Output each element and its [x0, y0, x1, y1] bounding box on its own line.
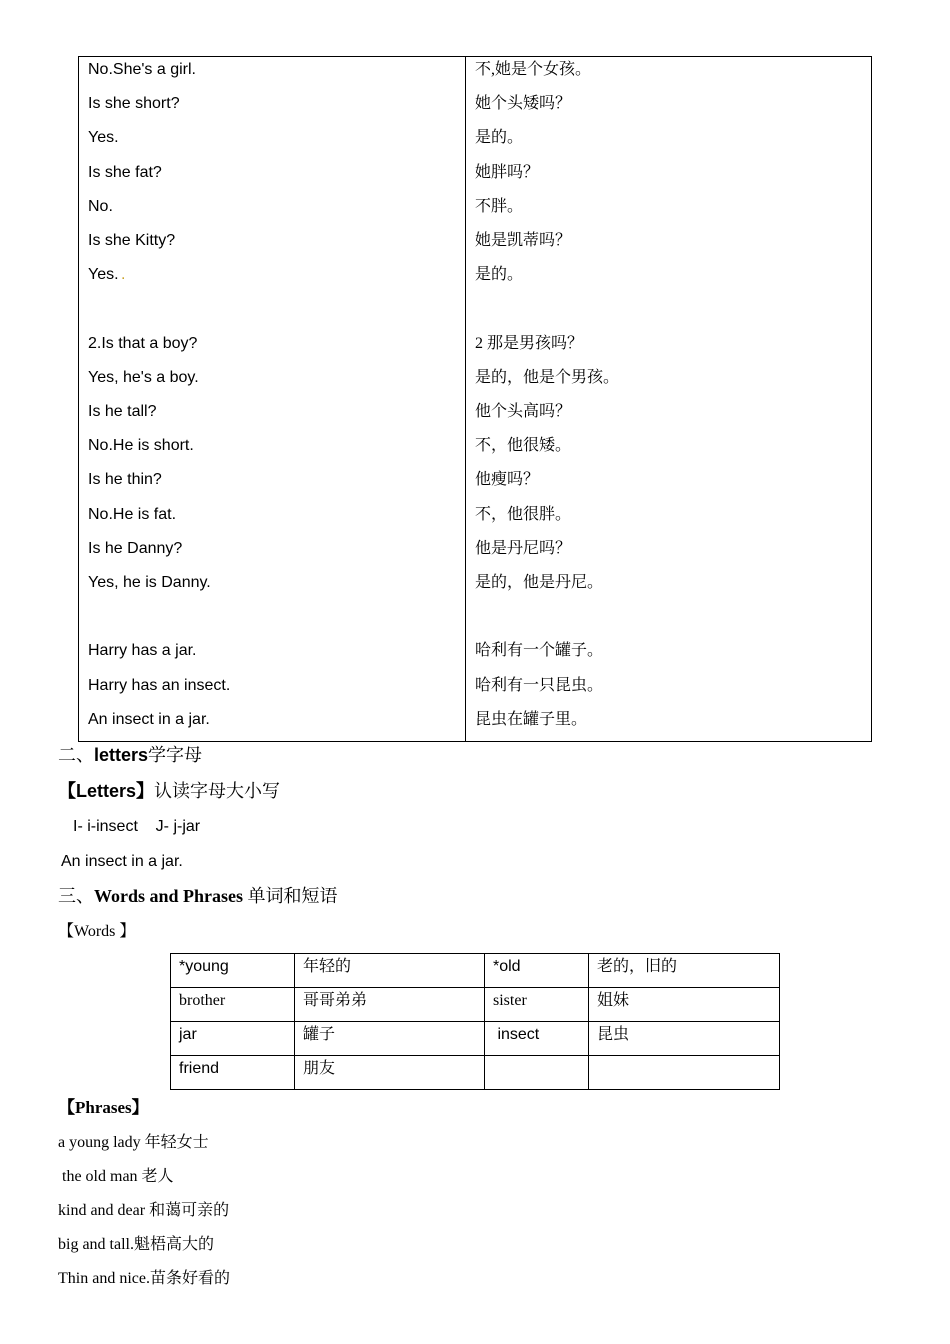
- dialogue-en-line: 2.Is that a boy?: [88, 334, 198, 352]
- words-row: [171, 954, 780, 988]
- dialogue-zh-line: 是的。: [475, 129, 524, 147]
- words-cell: 姐妹: [589, 988, 780, 1022]
- dialogue-zh-line: 是的，他是丹尼。: [475, 574, 604, 591]
- words-cell: insect: [485, 1022, 589, 1056]
- dialogue-zh-line: 他是丹尼吗？: [475, 539, 572, 557]
- dialogue-en-line: Is he thin?: [88, 471, 162, 489]
- section-three-title-en: Words and Phrases: [94, 886, 244, 906]
- dialogue-en-line: No.: [88, 197, 113, 215]
- phrase-line: Thin and nice.苗条好看的: [58, 1270, 230, 1287]
- annotation-mark: .: [121, 266, 126, 284]
- section-two-title-en: letters: [94, 745, 149, 765]
- dialogue-en-line: Yes.: [88, 129, 119, 147]
- words-cell: 昆虫: [589, 1022, 780, 1056]
- words-table: [170, 953, 780, 1090]
- dialogue-en-line: Yes.: [88, 266, 119, 284]
- dialogue-zh-line: 昆虫在罐子里。: [475, 710, 588, 728]
- phrase-line: big and tall.魁梧高大的: [58, 1236, 214, 1253]
- words-row: [171, 1022, 780, 1056]
- dialogue-zh-line: 哈利有一个罐子。: [475, 642, 604, 660]
- section-three-title-zh: 单词和短语: [247, 886, 338, 906]
- letters-line: I- i-insect J- j-jar: [73, 818, 201, 835]
- letters-label: 【Letters】: [58, 781, 155, 801]
- dialogue-en-line: Is he tall?: [88, 403, 157, 420]
- dialogue-zh-line: 她是凯蒂吗？: [475, 232, 572, 249]
- dialogue-en-line: No.He is short.: [88, 437, 194, 455]
- letters-example: An insect in a jar.: [61, 853, 183, 870]
- words-row: [171, 1056, 780, 1090]
- letters-subtext: 认读字母大小写: [154, 781, 281, 801]
- section-three-heading: [58, 885, 338, 907]
- words-cell: sister: [485, 988, 589, 1022]
- words-cell: 朋友: [295, 1056, 485, 1090]
- dialogue-en-line: An insect in a jar.: [88, 710, 210, 728]
- words-cell: jar: [171, 1022, 295, 1056]
- dialogue-table: [78, 56, 872, 742]
- words-cell: 罐子: [295, 1022, 485, 1056]
- section-two-heading: [58, 744, 202, 766]
- words-cell: [589, 1056, 780, 1090]
- section-two-title-zh: 学字母: [148, 745, 203, 765]
- dialogue-en-line: Yes, he is Danny.: [88, 574, 211, 591]
- dialogue-zh-line: 她个头矮吗？: [475, 95, 572, 113]
- phrase-line: kind and dear 和蔼可亲的: [58, 1202, 230, 1219]
- words-label: 【Words 】: [58, 923, 136, 940]
- dialogue-en-line: Is she short?: [88, 95, 180, 113]
- dialogue-en-line: Harry has an insect.: [88, 676, 231, 694]
- section-three-prefix: 三、: [58, 886, 94, 906]
- dialogue-en-line: Harry has a jar.: [88, 642, 197, 660]
- phrase-line: the old man 老人: [58, 1168, 174, 1185]
- dialogue-zh-line: 他个头高吗？: [475, 403, 572, 420]
- dialogue-en-line: Is she fat?: [88, 163, 162, 181]
- words-cell: *old: [485, 954, 589, 988]
- dialogue-zh-line: 他瘦吗？: [475, 471, 540, 489]
- dialogue-zh-line: 不，他很胖。: [475, 505, 572, 523]
- dialogue-en-line: No.She's a girl.: [88, 61, 196, 78]
- dialogue-zh-line: 不胖。: [475, 197, 524, 215]
- dialogue-zh-line: 她胖吗？: [475, 163, 540, 181]
- dialogue-en-line: Is she Kitty?: [88, 232, 176, 249]
- letters-subheading: [58, 780, 280, 802]
- phrases-label: 【Phrases】: [58, 1098, 149, 1117]
- words-cell: friend: [171, 1056, 295, 1090]
- section-two-prefix: 二、: [58, 745, 94, 765]
- words-cell: 老的，旧的: [589, 954, 780, 988]
- words-cell: brother: [171, 988, 295, 1022]
- dialogue-en-line: Is he Danny?: [88, 539, 183, 557]
- words-cell: 哥哥弟弟: [295, 988, 485, 1022]
- dialogue-zh-line: 是的，他是个男孩。: [475, 368, 620, 386]
- dialogue-zh-line: 不,她是个女孩。: [475, 61, 592, 78]
- column-divider: [465, 57, 466, 741]
- words-cell: *young: [171, 954, 295, 988]
- dialogue-zh-line: 不，他很矮。: [475, 437, 572, 455]
- dialogue-zh-line: 哈利有一只昆虫。: [475, 676, 604, 694]
- words-cell: [485, 1056, 589, 1090]
- words-row: [171, 988, 780, 1022]
- dialogue-zh-line: 2 那是男孩吗？: [475, 334, 584, 352]
- dialogue-en-line: Yes, he's a boy.: [88, 368, 199, 386]
- dialogue-zh-line: 是的。: [475, 266, 524, 284]
- dialogue-en-line: No.He is fat.: [88, 505, 177, 523]
- words-cell: 年轻的: [295, 954, 485, 988]
- phrase-line: a young lady 年轻女士: [58, 1134, 209, 1151]
